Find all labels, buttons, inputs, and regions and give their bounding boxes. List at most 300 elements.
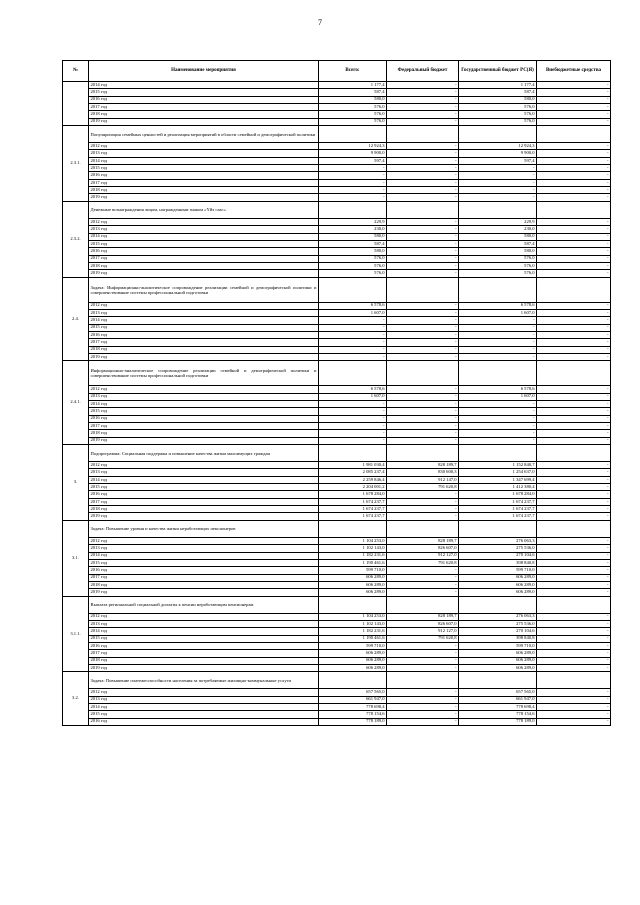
section-cell-fed [387,126,459,143]
extra-value: - [537,498,611,505]
col-header-federal: Федеральный бюджет [387,61,459,82]
section-number: 3.1.1. [63,596,89,672]
table-row [63,82,611,89]
section-title: Задача: Информационно-аналитическое сопровождение реализации семейной и демографической политики и совершенствование системы профессиональной подготовки [89,277,319,302]
republic-value: 1 678 284,0 [459,491,537,498]
section-title-row [63,672,611,689]
federal-value: - [387,89,459,96]
federal-value: - [387,111,459,118]
republic-value: 778 154,6 [459,711,537,718]
federal-value: 912 147,0 [387,476,459,483]
republic-value: 606 289,0 [459,581,537,588]
year-label: 2013 год [89,150,319,157]
extra-value: - [537,704,611,711]
table-row [63,150,611,157]
extra-value: - [537,89,611,96]
table-row [63,657,611,664]
year-label: 2016 год [89,415,319,422]
section-cell-total [319,361,387,386]
year-label: 2018 год [89,506,319,513]
section-title-row [63,126,611,143]
year-label: 2016 год [89,331,319,338]
table-row [63,476,611,483]
federal-value: - [387,302,459,309]
total-value: 229,9 [319,218,387,225]
republic-value: 661 947,0 [459,696,537,703]
total-value: - [319,423,387,430]
republic-value: 606 289,0 [459,589,537,596]
republic-value: - [459,339,537,346]
federal-value: - [387,689,459,696]
total-value: 576,0 [319,270,387,277]
federal-value: - [387,270,459,277]
federal-value: - [387,309,459,316]
table-row [63,172,611,179]
extra-value: - [537,430,611,437]
republic-value: - [459,401,537,408]
republic-value: 597,4 [459,157,537,164]
section-cell-rep [459,596,537,613]
year-label: 2017 год [89,498,319,505]
extra-value: - [537,233,611,240]
federal-value: - [387,642,459,649]
year-label: 2017 год [89,104,319,111]
total-value: 778 698,4 [319,704,387,711]
section-title: Задача: Повышение платежеспособности населения за потребляемые жилищно-коммунальные услуги [89,672,319,689]
section-title: Информационно-аналитическое сопровождение реализации семейной и демографической политики и совершенствование системы профессиональной подготовки [89,361,319,386]
year-label: 2016 год [89,172,319,179]
extra-value: - [537,469,611,476]
section-cell-rep [459,201,537,218]
year-label: 2019 год [89,118,319,125]
federal-value: - [387,218,459,225]
year-label: 2016 год [89,567,319,574]
year-label: 2015 год [89,408,319,415]
total-value: 606 289,0 [319,589,387,596]
total-value: 1 607,0 [319,309,387,316]
federal-value: - [387,437,459,444]
section-title: Денежные вознаграждения лицам, награжденным знаком «Үйэ саас» [89,201,319,218]
section-cell-rep [459,672,537,689]
year-label: 2013 год [89,226,319,233]
table-row [63,226,611,233]
table-row [63,187,611,194]
extra-value: - [537,657,611,664]
republic-value: 778 189,0 [459,718,537,725]
extra-value: - [537,437,611,444]
total-value: 606 289,0 [319,574,387,581]
table-row [63,498,611,505]
total-value: 661 947,0 [319,696,387,703]
table-row [63,233,611,240]
total-value: 6 578,6 [319,386,387,393]
table-row [63,324,611,331]
republic-value: - [459,194,537,201]
year-label: 2014 год [89,317,319,324]
total-value: 9 900,0 [319,150,387,157]
federal-value: - [387,574,459,581]
republic-value: - [459,179,537,186]
republic-value: 1 254 637,0 [459,469,537,476]
federal-value: 791 620,8 [387,559,459,566]
republic-value: 398 840,8 [459,635,537,642]
extra-value: - [537,476,611,483]
extra-value: - [537,513,611,520]
section-cell-total [319,445,387,462]
total-value: 2 259 846,4 [319,476,387,483]
extra-value: - [537,317,611,324]
federal-value: - [387,386,459,393]
total-value: 1 190 461,6 [319,635,387,642]
table-row [63,711,611,718]
table-row [63,559,611,566]
federal-value: - [387,157,459,164]
total-value: - [319,179,387,186]
total-value: - [319,331,387,338]
extra-value: - [537,559,611,566]
republic-value: 270 104,6 [459,552,537,559]
section-cell-ext [537,445,611,462]
republic-value: 599 710,0 [459,642,537,649]
year-label: 2014 год [89,552,319,559]
total-value: 1 182 231,6 [319,552,387,559]
extra-value: - [537,302,611,309]
federal-value: 828 189,7 [387,537,459,544]
republic-value: - [459,415,537,422]
section-title-row [63,201,611,218]
federal-value: - [387,513,459,520]
federal-value: - [387,415,459,422]
republic-value: 576,0 [459,104,537,111]
budget-table [62,60,611,726]
federal-value: - [387,82,459,89]
republic-value: - [459,430,537,437]
extra-value: - [537,353,611,360]
table-row [63,581,611,588]
year-label: 2017 год [89,650,319,657]
year-label: 2015 год [89,635,319,642]
table-row [63,552,611,559]
extra-value: - [537,620,611,627]
total-value: 1 607,0 [319,393,387,400]
section-number: 3.2. [63,672,89,726]
table-header-row [63,61,611,82]
year-label: 2013 год [89,545,319,552]
table-row [63,143,611,150]
total-value: 1 678 284,0 [319,491,387,498]
extra-value: - [537,642,611,649]
section-cell-total [319,596,387,613]
year-label: 2012 год [89,613,319,620]
table-row [63,104,611,111]
year-label: 2013 год [89,696,319,703]
table-row [63,255,611,262]
federal-value: - [387,696,459,703]
total-value: - [319,187,387,194]
year-label: 2019 год [89,664,319,671]
federal-value: - [387,650,459,657]
federal-value: - [387,248,459,255]
year-label: 2015 год [89,484,319,491]
republic-value: - [459,353,537,360]
year-label: 2016 год [89,718,319,725]
section-cell-total [319,277,387,302]
extra-value: - [537,309,611,316]
table-row [63,118,611,125]
year-label: 2019 год [89,513,319,520]
year-label: 2018 год [89,111,319,118]
extra-value: - [537,262,611,269]
republic-value: 275 536,0 [459,620,537,627]
table-row [63,339,611,346]
republic-value: - [459,423,537,430]
republic-value: 229,9 [459,218,537,225]
year-label: 2014 год [89,82,319,89]
republic-value: 576,0 [459,118,537,125]
federal-value: - [387,711,459,718]
federal-value: - [387,143,459,150]
republic-value: 576,0 [459,262,537,269]
federal-value: - [387,664,459,671]
section-cell-ext [537,277,611,302]
federal-value: - [387,96,459,103]
republic-value: 1 177,4 [459,82,537,89]
republic-value: - [459,165,537,172]
row-number [63,82,89,126]
republic-value: 9 900,0 [459,150,537,157]
federal-value: - [387,657,459,664]
extra-value: - [537,664,611,671]
extra-value: - [537,157,611,164]
total-value: - [319,339,387,346]
table-row [63,545,611,552]
total-value: 778 154,6 [319,711,387,718]
federal-value: - [387,179,459,186]
total-value: 1 102 143,0 [319,545,387,552]
total-value: 2 085 237,4 [319,469,387,476]
total-value: - [319,317,387,324]
section-number: 2.4.1. [63,361,89,445]
section-cell-fed [387,361,459,386]
republic-value: 270 104,6 [459,628,537,635]
federal-value: 791 620,8 [387,635,459,642]
year-label: 2018 год [89,262,319,269]
extra-value: - [537,150,611,157]
table-row [63,386,611,393]
republic-value: 230,0 [459,226,537,233]
extra-value: - [537,537,611,544]
federal-value: - [387,408,459,415]
extra-value: - [537,613,611,620]
table-row [63,589,611,596]
year-label: 2012 год [89,689,319,696]
extra-value: - [537,104,611,111]
year-label: 2016 год [89,491,319,498]
total-value: 1 674 237,7 [319,513,387,520]
section-number: 2.4. [63,277,89,361]
section-cell-fed [387,520,459,537]
total-value: 1 981 030,4 [319,462,387,469]
republic-value: - [459,324,537,331]
table-row [63,408,611,415]
total-value: - [319,194,387,201]
total-value: 576,0 [319,111,387,118]
total-value: 606 289,0 [319,664,387,671]
year-label: 2014 год [89,157,319,164]
year-label: 2013 год [89,620,319,627]
federal-value: - [387,346,459,353]
federal-value: - [387,262,459,269]
total-value: 580,0 [319,233,387,240]
year-label: 2019 год [89,437,319,444]
total-value: - [319,353,387,360]
extra-value: - [537,401,611,408]
year-label: 2016 год [89,248,319,255]
year-label: 2015 год [89,240,319,247]
extra-value: - [537,172,611,179]
table-row [63,218,611,225]
year-label: 2012 год [89,462,319,469]
table-row [63,165,611,172]
republic-value: - [459,317,537,324]
extra-value: - [537,179,611,186]
table-row [63,89,611,96]
extra-value: - [537,506,611,513]
extra-value: - [537,567,611,574]
federal-value: - [387,226,459,233]
extra-value: - [537,462,611,469]
section-cell-fed [387,445,459,462]
section-cell-fed [387,672,459,689]
year-label: 2014 год [89,233,319,240]
republic-value: 1 674 237,7 [459,506,537,513]
federal-value: - [387,704,459,711]
section-cell-fed [387,596,459,613]
table-row [63,353,611,360]
republic-value: 606 289,0 [459,574,537,581]
federal-value: - [387,353,459,360]
total-value: 576,0 [319,255,387,262]
table-row [63,96,611,103]
republic-value: 599 710,0 [459,567,537,574]
year-label: 2016 год [89,642,319,649]
total-value: 1 104 253,0 [319,537,387,544]
republic-value: 1 674 237,7 [459,498,537,505]
table-row [63,302,611,309]
republic-value: 587,4 [459,89,537,96]
total-value: 1 182 231,6 [319,628,387,635]
section-cell-ext [537,361,611,386]
year-label: 2014 год [89,476,319,483]
table-row [63,513,611,520]
extra-value: - [537,484,611,491]
total-value: 580,0 [319,248,387,255]
total-value: - [319,324,387,331]
federal-value: - [387,324,459,331]
extra-value: - [537,165,611,172]
table-row [63,628,611,635]
section-title: Задача: Повышение уровня и качества жизни неработающих пенсионеров [89,520,319,537]
year-label: 2019 год [89,194,319,201]
year-label: 2016 год [89,96,319,103]
section-cell-ext [537,596,611,613]
total-value: 657 565,0 [319,689,387,696]
year-label: 2018 год [89,187,319,194]
section-title-row [63,361,611,386]
total-value: 597,4 [319,157,387,164]
extra-value: - [537,696,611,703]
table-row [63,401,611,408]
table-row [63,491,611,498]
table-row [63,111,611,118]
total-value: - [319,415,387,422]
table-row [63,469,611,476]
year-label: 2017 год [89,179,319,186]
year-label: 2012 год [89,302,319,309]
table-row [63,430,611,437]
year-label: 2019 год [89,270,319,277]
total-value: - [319,346,387,353]
republic-value: 587,4 [459,240,537,247]
table-row [63,157,611,164]
section-cell-ext [537,672,611,689]
republic-value: 606 289,0 [459,664,537,671]
year-label: 2014 год [89,628,319,635]
total-value: 1 674 237,7 [319,498,387,505]
republic-value: - [459,437,537,444]
extra-value: - [537,339,611,346]
extra-value: - [537,415,611,422]
section-cell-rep [459,277,537,302]
extra-value: - [537,194,611,201]
year-label: 2017 год [89,423,319,430]
section-title: Подпрограмма: Социальная поддержка и повышение качества жизни малоимущих граждан [89,445,319,462]
federal-value: - [387,498,459,505]
table-row [63,194,611,201]
section-cell-rep [459,361,537,386]
federal-value: - [387,567,459,574]
extra-value: - [537,491,611,498]
federal-value: - [387,150,459,157]
table-row [63,664,611,671]
year-label: 2013 год [89,309,319,316]
extra-value: - [537,270,611,277]
federal-value: - [387,165,459,172]
year-label: 2015 год [89,89,319,96]
federal-value: - [387,233,459,240]
federal-value: - [387,317,459,324]
year-label: 2015 год [89,324,319,331]
table-row [63,696,611,703]
extra-value: - [537,393,611,400]
section-cell-ext [537,201,611,218]
extra-value: - [537,111,611,118]
republic-value: 580,0 [459,233,537,240]
extra-value: - [537,248,611,255]
table-row [63,704,611,711]
year-label: 2017 год [89,574,319,581]
table-row [63,179,611,186]
federal-value: - [387,104,459,111]
extra-value: - [537,635,611,642]
section-number: 2.3.2. [63,201,89,277]
year-label: 2012 год [89,143,319,150]
extra-value: - [537,581,611,588]
table-row [63,650,611,657]
extra-value: - [537,82,611,89]
extra-value: - [537,255,611,262]
section-cell-total [319,126,387,143]
